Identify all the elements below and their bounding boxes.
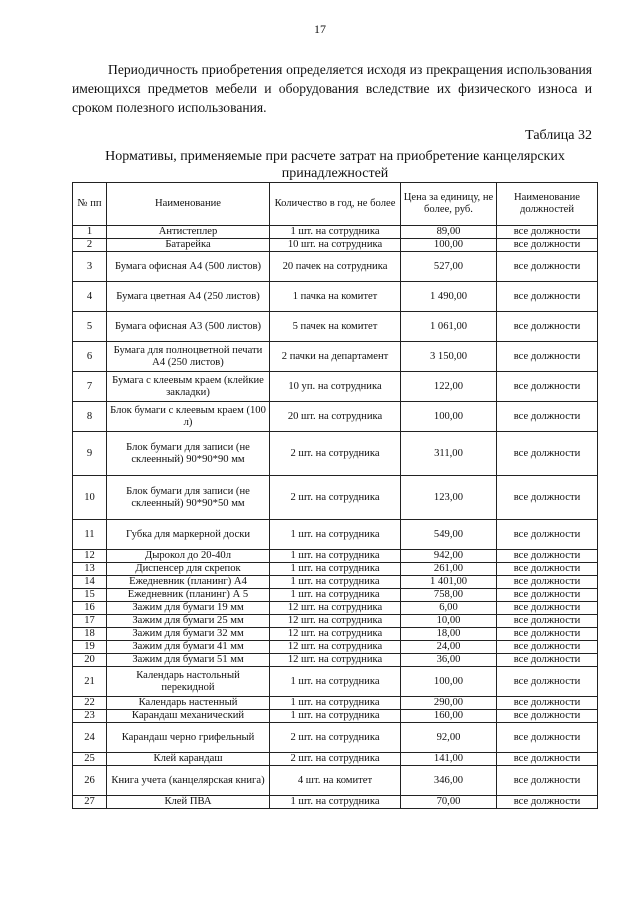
cell-price: 100,00 <box>401 402 497 432</box>
cell-quantity: 1 шт. на сотрудника <box>270 710 401 723</box>
cell-quantity: 20 шт. на сотрудника <box>270 402 401 432</box>
cell-positions: все должности <box>497 563 598 576</box>
table-row <box>73 576 598 589</box>
cell-quantity: 2 шт. на сотрудника <box>270 723 401 753</box>
cell-positions: все должности <box>497 697 598 710</box>
cell-quantity: 2 шт. на сотрудника <box>270 432 401 476</box>
table-row <box>73 602 598 615</box>
cell-quantity: 1 шт. на сотрудника <box>270 667 401 697</box>
cell-name: Блок бумаги для записи (не склеенный) 90*90*50 мм <box>107 476 270 520</box>
cell-positions: все должности <box>497 766 598 796</box>
cell-price: 346,00 <box>401 766 497 796</box>
cell-number: 10 <box>73 476 107 520</box>
table-row <box>73 667 598 697</box>
cell-name: Ежедневник (планинг) А4 <box>107 576 270 589</box>
cell-price: 122,00 <box>401 372 497 402</box>
table-row <box>73 723 598 753</box>
cell-number: 7 <box>73 372 107 402</box>
cell-name: Календарь настенный <box>107 697 270 710</box>
table-row <box>73 372 598 402</box>
cell-price: 758,00 <box>401 589 497 602</box>
cell-price: 100,00 <box>401 239 497 252</box>
cell-quantity: 12 шт. на сотрудника <box>270 615 401 628</box>
cell-quantity: 1 шт. на сотрудника <box>270 226 401 239</box>
table-row <box>73 796 598 809</box>
cell-name: Блок бумаги с клеевым краем (100 л) <box>107 402 270 432</box>
header-quantity: Количество в год, не более <box>270 183 401 226</box>
cell-name: Диспенсер для скрепок <box>107 563 270 576</box>
cell-name: Зажим для бумаги 32 мм <box>107 628 270 641</box>
cell-quantity: 12 шт. на сотрудника <box>270 641 401 654</box>
cell-price: 311,00 <box>401 432 497 476</box>
cell-positions: все должности <box>497 602 598 615</box>
cell-number: 13 <box>73 563 107 576</box>
cell-quantity: 1 шт. на сотрудника <box>270 589 401 602</box>
cell-positions: все должности <box>497 654 598 667</box>
table-row <box>73 766 598 796</box>
cell-price: 18,00 <box>401 628 497 641</box>
page-number: 17 <box>314 22 326 36</box>
cell-name: Губка для маркерной доски <box>107 520 270 550</box>
header-positions: Наименование должностей <box>497 183 598 226</box>
cell-positions: все должности <box>497 239 598 252</box>
cell-price: 261,00 <box>401 563 497 576</box>
cell-quantity: 4 шт. на комитет <box>270 766 401 796</box>
cell-number: 12 <box>73 550 107 563</box>
cell-quantity: 1 пачка на комитет <box>270 282 401 312</box>
cell-number: 22 <box>73 697 107 710</box>
header-price: Цена за единицу, не более, руб. <box>401 183 497 226</box>
cell-number: 24 <box>73 723 107 753</box>
cell-price: 1 401,00 <box>401 576 497 589</box>
cell-price: 100,00 <box>401 667 497 697</box>
cell-name: Бумага цветная А4 (250 листов) <box>107 282 270 312</box>
cell-positions: все должности <box>497 432 598 476</box>
cell-quantity: 1 шт. на сотрудника <box>270 563 401 576</box>
table-row <box>73 710 598 723</box>
table-row <box>73 239 598 252</box>
cell-name: Ежедневник (планинг) А 5 <box>107 589 270 602</box>
cell-quantity: 1 шт. на сотрудника <box>270 576 401 589</box>
cell-positions: все должности <box>497 723 598 753</box>
header-number: № пп <box>73 183 107 226</box>
table-header-row <box>73 183 598 226</box>
cell-number: 26 <box>73 766 107 796</box>
cell-price: 92,00 <box>401 723 497 753</box>
cell-price: 3 150,00 <box>401 342 497 372</box>
cell-positions: все должности <box>497 641 598 654</box>
cell-number: 23 <box>73 710 107 723</box>
cell-positions: все должности <box>497 520 598 550</box>
cell-price: 141,00 <box>401 753 497 766</box>
cell-price: 527,00 <box>401 252 497 282</box>
cell-number: 15 <box>73 589 107 602</box>
cell-quantity: 2 шт. на сотрудника <box>270 476 401 520</box>
cell-quantity: 5 пачек на комитет <box>270 312 401 342</box>
cell-positions: все должности <box>497 576 598 589</box>
cell-quantity: 2 шт. на сотрудника <box>270 753 401 766</box>
cell-positions: все должности <box>497 615 598 628</box>
table-row <box>73 753 598 766</box>
cell-quantity: 10 шт. на сотрудника <box>270 239 401 252</box>
cell-quantity: 12 шт. на сотрудника <box>270 654 401 667</box>
cell-name: Клей карандаш <box>107 753 270 766</box>
cell-number: 18 <box>73 628 107 641</box>
cell-positions: все должности <box>497 710 598 723</box>
cell-positions: все должности <box>497 252 598 282</box>
cell-quantity: 10 уп. на сотрудника <box>270 372 401 402</box>
table-row <box>73 402 598 432</box>
cell-number: 3 <box>73 252 107 282</box>
cell-quantity: 12 шт. на сотрудника <box>270 602 401 615</box>
cell-positions: все должности <box>497 628 598 641</box>
cell-price: 70,00 <box>401 796 497 809</box>
cell-price: 6,00 <box>401 602 497 615</box>
cell-price: 290,00 <box>401 697 497 710</box>
cell-number: 25 <box>73 753 107 766</box>
cell-number: 21 <box>73 667 107 697</box>
cell-name: Бумага офисная А3 (500 листов) <box>107 312 270 342</box>
cell-name: Зажим для бумаги 19 мм <box>107 602 270 615</box>
cell-name: Клей ПВА <box>107 796 270 809</box>
cell-name: Антистеплер <box>107 226 270 239</box>
table-row <box>73 589 598 602</box>
table-row <box>73 615 598 628</box>
cell-positions: все должности <box>497 589 598 602</box>
cell-number: 14 <box>73 576 107 589</box>
cell-positions: все должности <box>497 312 598 342</box>
table-caption: Таблица 32 <box>525 128 592 143</box>
cell-positions: все должности <box>497 342 598 372</box>
cell-positions: все должности <box>497 550 598 563</box>
table-title: Нормативы, применяемые при расчете затрат на приобретение канцелярских принадлежностей <box>105 149 565 181</box>
cell-number: 19 <box>73 641 107 654</box>
cell-quantity: 1 шт. на сотрудника <box>270 697 401 710</box>
cell-price: 123,00 <box>401 476 497 520</box>
table-row <box>73 252 598 282</box>
table-row <box>73 476 598 520</box>
cell-number: 20 <box>73 654 107 667</box>
cell-quantity: 12 шт. на сотрудника <box>270 628 401 641</box>
cell-name: Зажим для бумаги 41 мм <box>107 641 270 654</box>
cell-positions: все должности <box>497 226 598 239</box>
table-row <box>73 342 598 372</box>
cell-quantity: 2 пачки на департамент <box>270 342 401 372</box>
cell-name: Блок бумаги для записи (не склеенный) 90*90*90 мм <box>107 432 270 476</box>
cell-name: Зажим для бумаги 25 мм <box>107 615 270 628</box>
cell-name: Бумага с клеевым краем (клейкие закладки) <box>107 372 270 402</box>
cell-name: Батарейка <box>107 239 270 252</box>
cell-number: 16 <box>73 602 107 615</box>
table-row <box>73 550 598 563</box>
cell-price: 89,00 <box>401 226 497 239</box>
cell-positions: все должности <box>497 476 598 520</box>
cell-positions: все должности <box>497 753 598 766</box>
cell-number: 6 <box>73 342 107 372</box>
cell-number: 1 <box>73 226 107 239</box>
header-name: Наименование <box>107 183 270 226</box>
table-row <box>73 312 598 342</box>
cell-number: 5 <box>73 312 107 342</box>
cell-quantity: 1 шт. на сотрудника <box>270 550 401 563</box>
cell-name: Карандаш черно грифельный <box>107 723 270 753</box>
cell-positions: все должности <box>497 667 598 697</box>
cell-quantity: 1 шт. на сотрудника <box>270 796 401 809</box>
cell-name: Бумага офисная А4 (500 листов) <box>107 252 270 282</box>
cell-price: 1 490,00 <box>401 282 497 312</box>
cell-positions: все должности <box>497 796 598 809</box>
cell-number: 2 <box>73 239 107 252</box>
cell-price: 160,00 <box>401 710 497 723</box>
cell-number: 17 <box>73 615 107 628</box>
table-row <box>73 432 598 476</box>
cell-price: 10,00 <box>401 615 497 628</box>
cell-quantity: 1 шт. на сотрудника <box>270 520 401 550</box>
cell-name: Книга учета (канцелярская книга) <box>107 766 270 796</box>
table-row <box>73 563 598 576</box>
cell-number: 4 <box>73 282 107 312</box>
cell-price: 36,00 <box>401 654 497 667</box>
table-row <box>73 282 598 312</box>
cell-positions: все должности <box>497 402 598 432</box>
cell-name: Бумага для полноцветной печати А4 (250 листов) <box>107 342 270 372</box>
table-row <box>73 226 598 239</box>
cell-number: 11 <box>73 520 107 550</box>
cell-price: 24,00 <box>401 641 497 654</box>
cell-price: 942,00 <box>401 550 497 563</box>
table-row <box>73 628 598 641</box>
cell-name: Дырокол до 20-40л <box>107 550 270 563</box>
cell-number: 27 <box>73 796 107 809</box>
table-row <box>73 641 598 654</box>
norms-table <box>72 182 598 809</box>
table-row <box>73 697 598 710</box>
cell-name: Зажим для бумаги 51 мм <box>107 654 270 667</box>
cell-positions: все должности <box>497 282 598 312</box>
cell-quantity: 20 пачек на сотрудника <box>270 252 401 282</box>
cell-price: 1 061,00 <box>401 312 497 342</box>
cell-name: Календарь настольный перекидной <box>107 667 270 697</box>
cell-positions: все должности <box>497 372 598 402</box>
cell-number: 8 <box>73 402 107 432</box>
cell-price: 549,00 <box>401 520 497 550</box>
cell-number: 9 <box>73 432 107 476</box>
table-row <box>73 654 598 667</box>
intro-paragraph: Периодичность приобретения определяется исходя из прекращения использования имеющихся предметов мебели и оборудования вследствие их физического износа и сроком полезного использования. <box>72 62 592 115</box>
table-row <box>73 520 598 550</box>
cell-name: Карандаш механический <box>107 710 270 723</box>
